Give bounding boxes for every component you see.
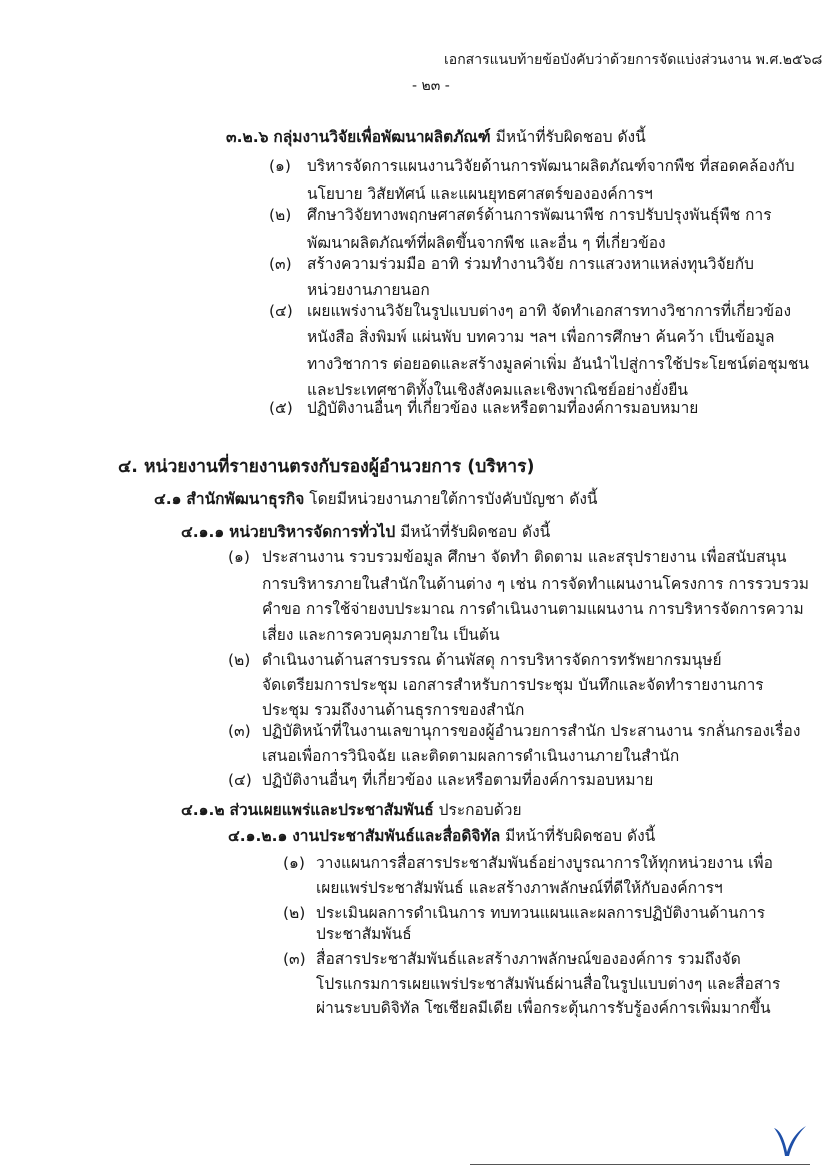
list-item-number: (๓) <box>228 722 251 740</box>
list-item-line: หนังสือ สิ่งพิมพ์ แผ่นพับ บทความ ฯลฯ เพื่อการศึกษา ค้นคว้า เป็นข้อมูล <box>307 328 775 346</box>
list-item-number: (๑) <box>269 157 291 175</box>
list-item-number: (๕) <box>269 399 293 417</box>
section-title: สำนักพัฒนาธุรกิจ <box>186 490 305 508</box>
section-number: ๔.๑.๑ <box>181 523 225 541</box>
list-item-line: ดำเนินงานด้านสารบรรณ ด้านพัสดุ การบริหารจัดการทรัพยากรมนุษย์ <box>262 651 722 669</box>
list-item-line: นโยบาย วิสัยทัศน์ และแผนยุทธศาสตร์ขององค์การฯ <box>307 185 653 203</box>
list-item-number: (๓) <box>269 255 292 273</box>
list-item-line: จัดเตรียมการประชุม เอกสารสำหรับการประชุม บันทึกและจัดทำรายงานการ <box>262 676 764 694</box>
section-4-1-1-heading <box>181 521 550 543</box>
list-item-line: พัฒนาผลิตภัณฑ์ที่ผลิตขึ้นจากพืช และอื่น ๆ ที่เกี่ยวข้อง <box>307 234 666 252</box>
section-4-1-2-1-heading <box>228 825 655 847</box>
list-item-line: โปรแกรมการเผยแพร่ประชาสัมพันธ์ผ่านสื่อในรูปแบบต่างๆ และสื่อสาร <box>316 975 781 993</box>
section-intro: มีหน้าที่รับผิดชอบ ดังนี้ <box>490 128 646 146</box>
list-item-number: (๓) <box>283 950 306 968</box>
list-item-line: และประเทศชาติทั้งในเชิงสังคมและเชิงพาณิชย์อย่างยั่งยืน <box>307 381 688 399</box>
list-item-line: หน่วยงานภายนอก <box>307 281 430 299</box>
list-item-line: ปฏิบัติงานอื่นๆ ที่เกี่ยวข้อง และหรือตามที่องค์การมอบหมาย <box>307 399 699 417</box>
organization-logo-icon <box>772 1118 808 1158</box>
list-item-line: บริหารจัดการแผนงานวิจัยด้านการพัฒนาผลิตภัณฑ์จากพืช ที่สอดคล้องกับ <box>307 157 795 175</box>
list-item-line: สร้างความร่วมมือ อาทิ ร่วมทำงานวิจัย การแสวงหาแหล่งทุนวิจัยกับ <box>307 255 754 273</box>
section-number: ๔.๑.๒.๑ <box>228 827 288 845</box>
section-number: ๓.๒.๖ <box>226 128 269 146</box>
section-number: ๔.๑ <box>154 490 182 508</box>
list-item-line: ปฏิบัติงานอื่นๆ ที่เกี่ยวข้อง และหรือตามที่องค์การมอบหมาย <box>262 771 654 789</box>
list-item-line: ประชาสัมพันธ์ <box>316 925 412 943</box>
list-item-number: (๒) <box>283 904 306 922</box>
section-4-1-2-heading <box>181 799 522 821</box>
list-item-line: เผยแพร่งานวิจัยในรูปแบบต่างๆ อาทิ จัดทำเอกสารทางวิชาการที่เกี่ยวข้อง <box>307 302 792 320</box>
list-item-line: ประชุม รวมถึงงานด้านธุรการของสำนัก <box>262 701 525 719</box>
list-item-number: (๒) <box>228 651 251 669</box>
document-header-title: เอกสารแนบท้ายข้อบังคับว่าด้วยการจัดแบ่งส่วนงาน พ.ศ.๒๕๖๘ <box>444 52 823 68</box>
list-item-line: ปฏิบัติหน้าที่ในงานเลขานุการของผู้อำนวยการสำนัก ประสานงาน รกลั่นกรองเรื่อง <box>262 722 801 740</box>
list-item-line: สื่อสารประชาสัมพันธ์และสร้างภาพลักษณ์ขององค์การ รวมถึงจัด <box>316 950 741 968</box>
list-item-line: ประเมินผลการดำเนินการ ทบทวนแผนและผลการปฏิบัติงานด้านการ <box>316 904 766 922</box>
section-number: ๔.๑.๒ <box>181 801 225 819</box>
list-item-number: (๑) <box>283 854 305 872</box>
section-3-2-6-heading <box>226 126 646 148</box>
list-item-line: ศึกษาวิจัยทางพฤกษศาสตร์ด้านการพัฒนาพืช การปรับปรุงพันธุ์พืช การ <box>307 206 772 224</box>
section-intro: มีหน้าที่รับผิดชอบ ดังนี้ <box>395 523 551 541</box>
section-intro: โดยมีหน่วยงานภายใต้การบังคับบัญชา ดังนี้ <box>304 490 598 508</box>
section-4-heading: ๔. หน่วยงานที่รายงานตรงกับรองผู้อำนวยการ (บริหาร) <box>118 457 535 477</box>
section-title: กลุ่มงานวิจัยเพื่อพัฒนาผลิตภัณฑ์ <box>273 128 491 146</box>
section-4-1-heading <box>154 488 598 510</box>
section-intro: มีหน้าที่รับผิดชอบ ดังนี้ <box>500 827 656 845</box>
list-item-line: วางแผนการสื่อสารประชาสัมพันธ์อย่างบูรณาการให้ทุกหน่วยงาน เพื่อ <box>316 854 773 872</box>
section-title: งานประชาสัมพันธ์และสื่อดิจิทัล <box>292 827 501 845</box>
list-item-line: การบริหารภายในสำนักในด้านต่าง ๆ เช่น การจัดทำแผนงานโครงการ การรวบรวม <box>262 575 809 593</box>
list-item-number: (๔) <box>269 302 293 320</box>
list-item-line: เผยแพร่ประชาสัมพันธ์ และสร้างภาพลักษณ์ที่ดีให้กับองค์การฯ <box>316 879 723 897</box>
list-item-line: ประสานงาน รวบรวมข้อมูล ศึกษา จัดทำ ติดตาม และสรุปรายงาน เพื่อสนับสนุน <box>262 548 787 566</box>
list-item-line: เสี่ยง และการควบคุมภายใน เป็นต้น <box>262 626 500 644</box>
section-intro: ประกอบด้วย <box>433 801 522 819</box>
list-item-line: เสนอเพื่อการวินิจฉัย และติดตามผลการดำเนินงานภายในสำนัก <box>262 747 680 765</box>
list-item-number: (๑) <box>228 548 250 566</box>
section-title: หน่วยบริหารจัดการทั่วไป <box>229 523 396 541</box>
list-item-number: (๔) <box>228 771 252 789</box>
footer-rule <box>470 1164 810 1165</box>
list-item-line: ทางวิชาการ ต่อยอดและสร้างมูลค่าเพิ่ม อันนำไปสู่การใช้ประโยชน์ต่อชุมชน <box>307 355 809 373</box>
list-item-number: (๒) <box>269 206 292 224</box>
list-item-line: คำขอ การใช้จ่ายงบประมาณ การดำเนินงานตามแผนงาน การบริหารจัดการความ <box>262 600 804 618</box>
page-number: - ๒๓ - <box>412 78 450 94</box>
section-title: ส่วนเผยแพร่และประชาสัมพันธ์ <box>229 801 434 819</box>
list-item-line: ผ่านระบบดิจิทัล โซเชียลมีเดีย เพื่อกระตุ้นการรับรู้องค์การเพิ่มมากขึ้น <box>316 999 771 1017</box>
